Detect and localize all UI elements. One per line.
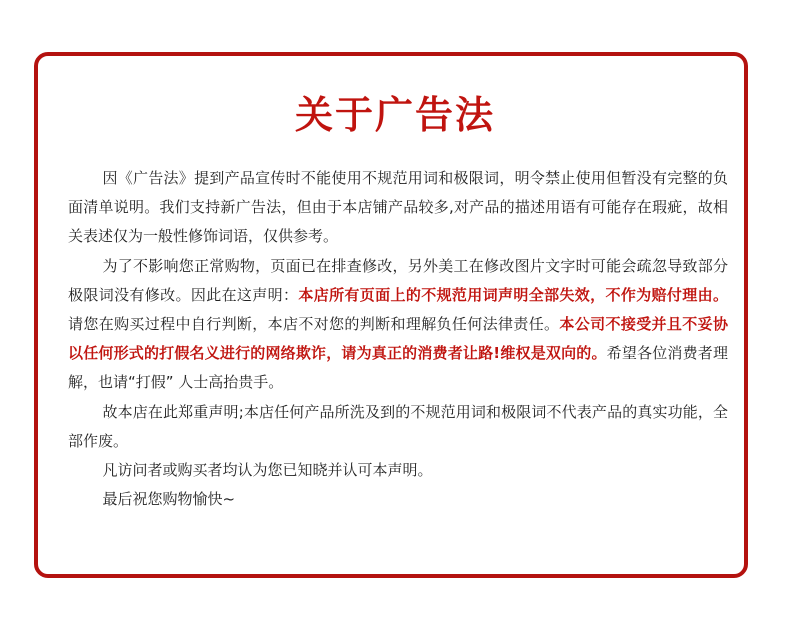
declaration-text-judgement: 请您在购买过程中自行判断，本店不对您的判断和理解负任何法律责任。 (68, 315, 560, 334)
declaration-highlight-invalid: 本店所有页面上的不规范用词声明全部失效，不作为赔付理由。 (298, 285, 728, 304)
declaration-text-hope: 希望各位消费者理解，也请“打假” 人士高抬贵手。 (68, 344, 728, 392)
paragraph-intro: 因《广告法》提到产品宣传时不能使用不规范用词和极限词，明令禁止使用但暂没有完整的负面清单说明。我们支持新广告法，但由于本店铺产品较多,对产品的描述用语有可能存在瑕疵，故相关表述仅为一般性修饰词语，仅供参考。 (68, 169, 728, 246)
paragraph-declaration (68, 252, 728, 398)
paragraph-statement: 故本店在此郑重声明;本店任何产品所洗及到的不规范用词和极限词不代表产品的真实功能，全部作废。 (68, 402, 728, 450)
page-title: 关于广告法 (294, 93, 495, 137)
paragraph-closing: 最后祝您购物愉快~ (102, 490, 236, 509)
paragraph-acknowledgement: 凡访问者或购买者均认为您已知晓并认可本声明。 (102, 461, 433, 480)
declaration-text: 为了不影响您正常购物，页面已在排查修改，另外美工在修改图片文字时可能会疏忽导致部分极限词没有修改。因此在这声明： (68, 256, 728, 304)
notice-body (68, 164, 728, 514)
declaration-highlight-fraud: 本公司不接受并且不妥协以任何形式的打假名义进行的网络欺诈，请为真正的消费者让路!维权是双向的。 (68, 315, 728, 363)
